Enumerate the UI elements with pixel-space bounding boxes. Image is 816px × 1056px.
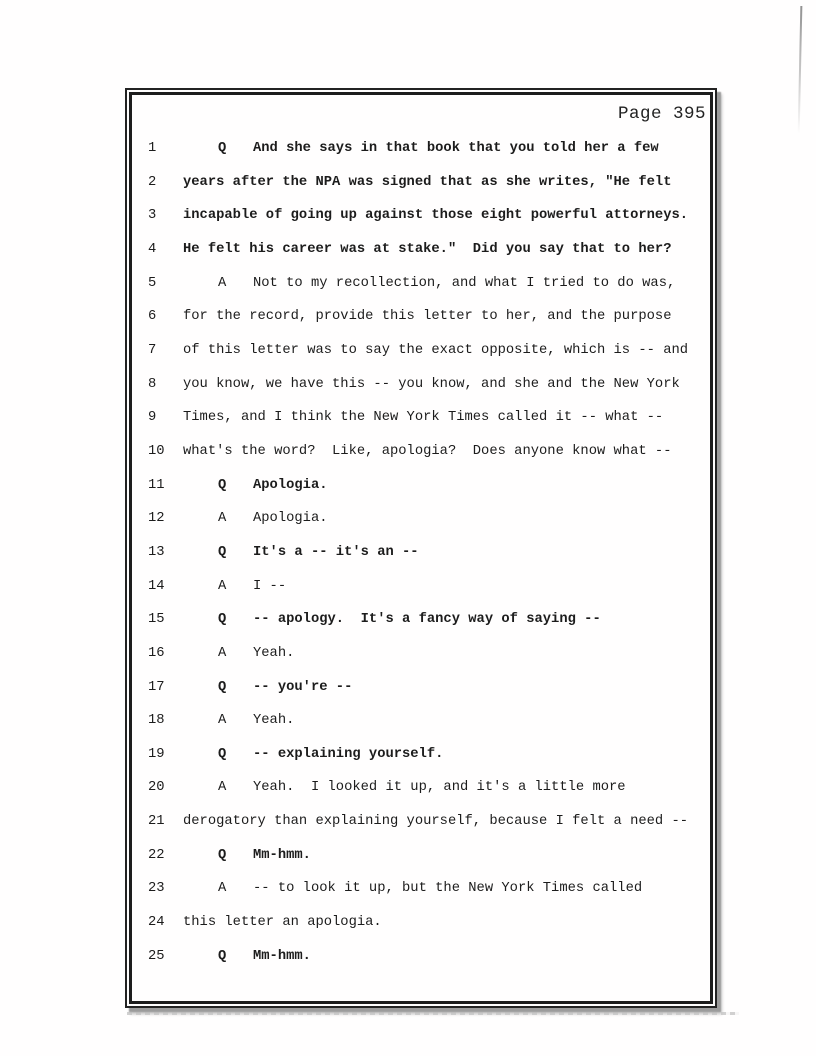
line-text: what's the word? Like, apologia? Does anyone know what -- (183, 443, 672, 459)
transcript-line (132, 132, 710, 166)
transcript-line (132, 603, 710, 637)
transcript-line (132, 368, 710, 402)
transcript-line (132, 805, 710, 839)
transcript-line (132, 334, 710, 368)
line-text: this letter an apologia. (183, 915, 382, 931)
line-number: 13 (148, 544, 165, 560)
line-number: 8 (148, 376, 157, 392)
transcript-line (132, 401, 710, 435)
transcript-inner-frame (129, 92, 713, 1004)
speaker-label: A (218, 645, 227, 661)
transcript-line (132, 469, 710, 503)
transcript-line (132, 502, 710, 536)
transcript-line (132, 704, 710, 738)
line-number: 16 (148, 645, 165, 661)
scan-artifact-bottom-streak (127, 1012, 739, 1015)
speaker-label: A (218, 780, 227, 796)
transcript-line (132, 906, 710, 940)
line-text: Times, and I think the New York Times called it -- what -- (183, 410, 664, 426)
line-number: 5 (148, 275, 157, 291)
line-text: Mm-hmm. (253, 847, 311, 863)
line-text: -- explaining yourself. (253, 746, 444, 762)
speaker-label: Q (218, 477, 227, 493)
speaker-label: Q (218, 612, 227, 628)
line-number: 1 (148, 141, 157, 156)
transcript-line (132, 267, 710, 301)
transcript-line (132, 637, 710, 671)
line-text: Yeah. I looked it up, and it's a little more (253, 780, 626, 796)
speaker-label: A (218, 511, 227, 527)
line-text: Apologia. (253, 511, 328, 527)
transcript-line (132, 839, 710, 873)
transcript-line (132, 570, 710, 604)
line-number: 6 (148, 309, 157, 325)
line-text: Yeah. (253, 645, 295, 661)
line-number: 17 (148, 679, 165, 695)
line-number: 11 (148, 477, 165, 493)
line-text: -- to look it up, but the New York Times called (253, 881, 643, 897)
transcript-line (132, 940, 710, 974)
transcript-line (132, 300, 710, 334)
line-number: 22 (148, 847, 165, 863)
line-number: 14 (148, 578, 165, 594)
line-number: 2 (148, 174, 157, 190)
line-number: 25 (148, 948, 165, 964)
transcript-line (132, 233, 710, 267)
line-number: 15 (148, 612, 165, 628)
line-number: 20 (148, 780, 165, 796)
transcript-line (132, 671, 710, 705)
transcript-line (132, 872, 710, 906)
line-number: 3 (148, 208, 157, 224)
line-number: 23 (148, 881, 165, 897)
line-text: you know, we have this -- you know, and she and the New York (183, 376, 680, 392)
line-text: I -- (253, 578, 287, 594)
transcript-line (132, 536, 710, 570)
speaker-label: A (218, 275, 227, 291)
transcript-line (132, 166, 710, 200)
speaker-label: Q (218, 679, 227, 695)
line-number: 4 (148, 241, 157, 257)
speaker-label: Q (218, 544, 227, 560)
transcript-line (132, 199, 710, 233)
line-number: 12 (148, 511, 165, 527)
speaker-label: A (218, 881, 227, 897)
line-text: He felt his career was at stake." Did you say that to her? (183, 241, 672, 257)
transcript-line (132, 435, 710, 469)
line-number: 19 (148, 746, 165, 762)
speaker-label: Q (218, 746, 227, 762)
line-text: Not to my recollection, and what I tried to do was, (253, 275, 676, 291)
scan-artifact-vertical-line (798, 6, 803, 134)
transcript-line (132, 738, 710, 772)
line-text: -- apology. It's a fancy way of saying -- (253, 612, 601, 628)
line-text: Apologia. (253, 477, 328, 493)
speaker-label: Q (218, 948, 227, 964)
line-text: derogatory than explaining yourself, because I felt a need -- (183, 814, 689, 830)
line-number: 21 (148, 814, 165, 830)
line-text: of this letter was to say the exact opposite, which is -- and (183, 342, 689, 358)
speaker-label: A (218, 578, 227, 594)
line-number: 18 (148, 713, 165, 729)
line-number: 7 (148, 342, 157, 358)
line-text: years after the NPA was signed that as she writes, "He felt (183, 174, 672, 190)
transcript-lines (132, 132, 710, 973)
line-number: 9 (148, 410, 157, 426)
line-number: 10 (148, 443, 165, 459)
speaker-label: A (218, 713, 227, 729)
transcript-line (132, 771, 710, 805)
line-text: And she says in that book that you told her a few (253, 141, 659, 156)
line-text: -- you're -- (253, 679, 353, 695)
line-text: It's a -- it's an -- (253, 544, 419, 560)
transcript-border-frame (125, 88, 717, 1008)
speaker-label: Q (218, 847, 227, 863)
line-text: incapable of going up against those eight powerful attorneys. (183, 208, 689, 224)
line-text: for the record, provide this letter to her, and the purpose (183, 309, 672, 325)
page-number-header: Page 395 (617, 104, 706, 124)
speaker-label: Q (218, 141, 227, 156)
line-number: 24 (148, 915, 165, 931)
line-text: Mm-hmm. (253, 948, 311, 964)
line-text: Yeah. (253, 713, 295, 729)
